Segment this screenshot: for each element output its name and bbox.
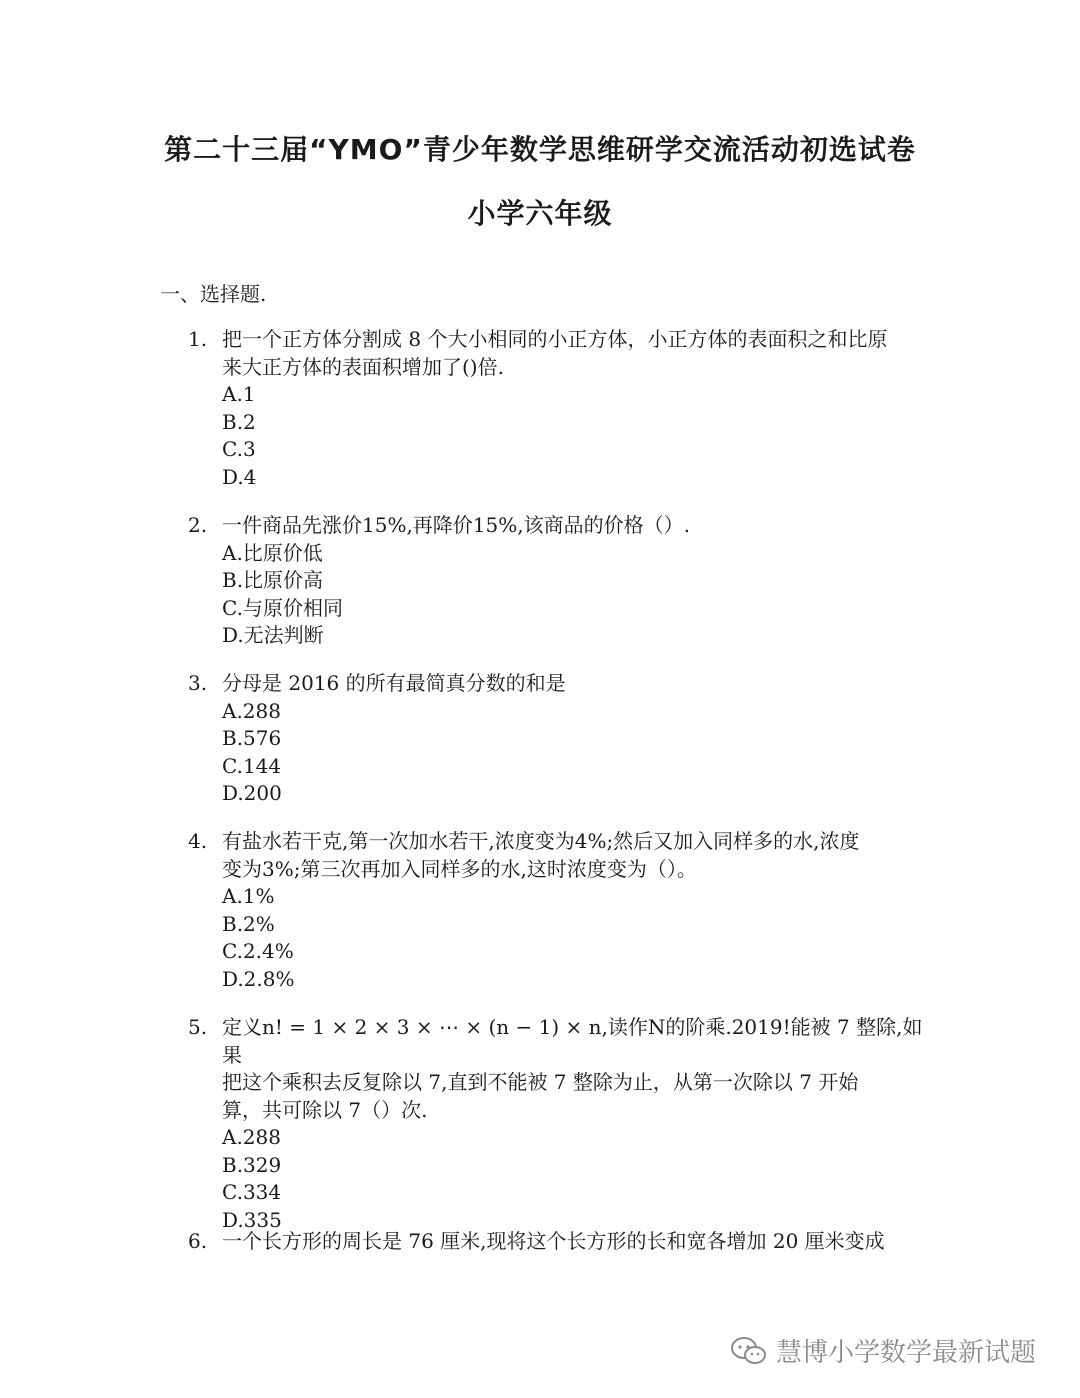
answer-option: C.144 [222, 753, 282, 778]
question-number: 3. [188, 671, 208, 695]
question-number: 1. [188, 327, 208, 351]
question-text-line: 定义n! = 1 × 2 × 3 × ⋯ × (n − 1) × n,读作N的阶乘.2019!能被 7 整除,如果 [222, 1015, 923, 1067]
question-body [222, 512, 942, 650]
question-number: 6. [188, 1229, 208, 1253]
watermark [730, 1332, 1036, 1369]
answer-option: D.2.8% [222, 966, 295, 991]
answer-option: A.1 [222, 382, 256, 406]
question-text-line: 有盐水若干克,第一次加水若干,浓度变为4%;然后又加入同样多的水,浓度 [222, 829, 860, 853]
question-text-line: 变为3%;第三次再加入同样多的水,这时浓度变为（）。 [222, 856, 697, 881]
question-number: 2. [188, 513, 208, 537]
question-text-line: 一个长方形的周长是 76 厘米,现将这个长方形的长和宽各增加 20 厘米变成 [222, 1229, 885, 1253]
answer-option: A.比原价低 [222, 540, 323, 565]
answer-option: C.2.4% [222, 939, 294, 963]
page-title: 第二十三届“YMO”青少年数学思维研学交流活动初选试卷 [164, 133, 916, 166]
question-body [222, 1228, 942, 1256]
answer-option: B.2 [222, 409, 256, 434]
question-text-line: 分母是 2016 的所有最简真分数的和是 [222, 671, 566, 695]
question-text-line: 把这个乘积去反复除以 7,直到不能被 7 整除为止，从第一次除以 7 开始 [222, 1070, 859, 1094]
question-text-line: 来大正方体的表面积增加了()倍. [222, 354, 504, 379]
answer-option: D.200 [222, 781, 282, 805]
question-text-line: 算，共可除以 7（）次. [222, 1097, 428, 1122]
answer-option: D.无法判断 [222, 623, 324, 647]
answer-option: D.4 [222, 464, 257, 489]
answer-option: B.2% [222, 911, 275, 936]
question-number: 4. [188, 829, 208, 853]
question-text-line: 把一个正方体分割成 8 个大小相同的小正方体，小正方体的表面积之和比原 [222, 327, 888, 351]
answer-option: B.比原价高 [222, 568, 324, 592]
question-number: 5. [188, 1015, 208, 1039]
question-body [222, 1014, 942, 1234]
answer-option: A.288 [222, 698, 281, 723]
answer-option: A.1% [222, 884, 275, 908]
section-heading: 一、选择题. [160, 282, 267, 306]
question-text-line: 一件商品先涨价15%,再降价15%,该商品的价格（）. [222, 513, 690, 537]
answer-option: C.334 [222, 1180, 282, 1204]
answer-option: A.288 [222, 1125, 281, 1149]
question-body [222, 326, 942, 491]
question-body [222, 670, 942, 808]
page-subtitle: 小学六年级 [467, 197, 613, 230]
watermark-text: 慧博小学数学最新试题 [776, 1338, 1037, 1368]
answer-option: B.576 [222, 726, 282, 750]
answer-option: B.329 [222, 1152, 282, 1177]
wechat-icon [730, 1336, 768, 1366]
answer-option: C.3 [222, 437, 256, 461]
answer-option: C.与原价相同 [222, 595, 343, 620]
answer-option: D.335 [222, 1207, 282, 1232]
question-body [222, 828, 942, 993]
